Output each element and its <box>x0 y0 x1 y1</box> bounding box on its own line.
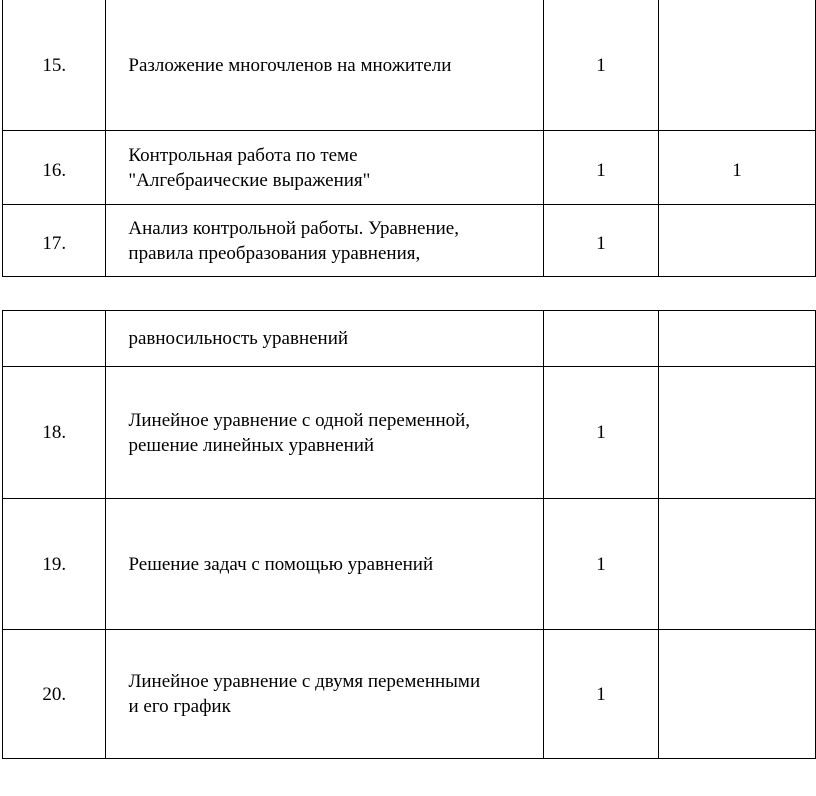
lesson-plan-table-part2 <box>2 310 816 759</box>
lesson-topic <box>106 630 544 759</box>
lesson-topic-line: правила преобразования уравнения, <box>128 242 421 264</box>
lesson-topic-line: "Алгебраические выражения" <box>128 169 371 191</box>
control-work-count <box>658 367 815 499</box>
lesson-topic-line: Анализ контрольной работы. Уравнение, <box>128 217 459 239</box>
lesson-plan-table-part1 <box>2 0 816 277</box>
lesson-topic-line: решение линейных уравнений <box>128 434 375 456</box>
lesson-number: 16. <box>3 131 106 205</box>
lesson-hours: 1 <box>544 0 659 131</box>
lesson-topic <box>106 367 544 499</box>
lesson-topic <box>106 205 544 277</box>
table-row <box>3 0 816 131</box>
table-row <box>3 367 816 499</box>
lesson-hours: 1 <box>544 367 659 499</box>
table-row <box>3 311 816 367</box>
control-work-count: 1 <box>658 131 815 205</box>
lesson-topic: Разложение многочленов на множители <box>106 0 544 131</box>
lesson-topic: равносильность уравнений <box>106 311 544 367</box>
lesson-topic: Решение задач с помощью уравнений <box>106 499 544 630</box>
table-row <box>3 131 816 205</box>
lesson-topic-line: Контрольная работа по теме <box>128 144 358 166</box>
lesson-hours: 1 <box>544 131 659 205</box>
lesson-hours: 1 <box>544 205 659 277</box>
control-work-count <box>658 0 815 131</box>
control-work-count <box>658 499 815 630</box>
table-row <box>3 205 816 277</box>
control-work-count <box>658 205 815 277</box>
lesson-hours <box>544 311 659 367</box>
lesson-topic-line: и его график <box>128 696 231 717</box>
lesson-number: 15. <box>3 0 106 131</box>
lesson-number: 17. <box>3 205 106 277</box>
lesson-number: 20. <box>3 630 106 759</box>
lesson-topic-line: Линейное уравнение с двумя переменными <box>128 671 481 692</box>
lesson-number: 18. <box>3 367 106 499</box>
control-work-count <box>658 630 815 759</box>
lesson-number <box>3 311 106 367</box>
lesson-topic-line: Линейное уравнение с одной переменной, <box>128 409 471 431</box>
lesson-hours: 1 <box>544 630 659 759</box>
table-row <box>3 499 816 630</box>
lesson-hours: 1 <box>544 499 659 630</box>
lesson-topic <box>106 131 544 205</box>
lesson-number: 19. <box>3 499 106 630</box>
control-work-count <box>658 311 815 367</box>
table-row <box>3 630 816 759</box>
